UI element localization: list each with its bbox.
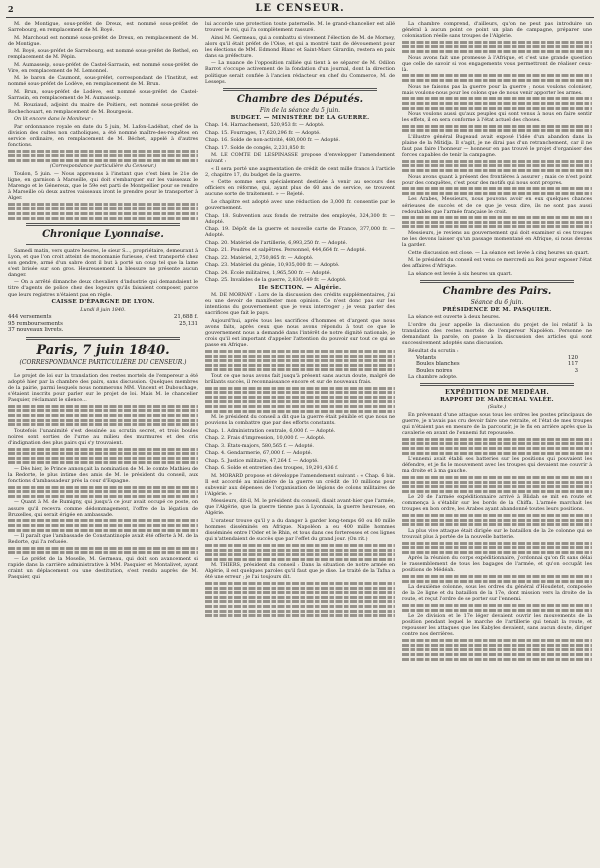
nomination-paragraph: M. Brun, sous-préfet de Lodève, est nommé sous-préfet de Castel-Sarrasin, en remplacement de M. Aumasseip. bbox=[8, 88, 198, 101]
nomination-paragraph: M. Aumasseip, sous-préfet de Castel-Sarrasin, est nommé sous-préfet de Vire, en remplacement de M. Lemonnel. bbox=[8, 61, 198, 74]
caisse-row: 95 remboursements 25,131 bbox=[8, 320, 198, 327]
moniteur-text: Par ordonnance royale en date du 5 juin, M. Lafon-Ladébat, chef de la division des cultes non catholiques, a été nommé maître-des-requêtes en service ordinaire, en remplacement de M. Béchet, appelé à d'autres fonctions. bbox=[8, 123, 198, 148]
medea-suite: (Suite.) bbox=[487, 404, 507, 411]
final-text: M. THIERS, président du conseil : Dans la situation de notre armée en Algérie, il est quelques paroles qu'il faut que je dise. Le traité de la Tafna a été une erreur ; je l'ai toujours dit. bbox=[205, 562, 395, 581]
algerie-text: Aujourd'hui, après tous les sacrifices d'hommes et d'argent que nous avons faits, après ceux que nous avons répondu à tout ce que le gouvernement nous a demandé dans l'intérêt de notre dignité nationale, je crois qu'il est important d'appeler l'attention du pouvoir sur tout ce qui se passe en Afrique. bbox=[205, 317, 395, 349]
vote-table bbox=[402, 355, 592, 374]
final-text: M. MORARD propose et développe l'amendement suivant : « Chap. 6 bis. Il est accordé au ministère de la guerre un crédit de 10 millions pour subvenir aux dépenses de l'organisation de légions de colons militaires de l'Algérie. » bbox=[205, 472, 395, 497]
paris-text: — Dès hier, le Prince annonçait la nomination de M. le comte Mathieu de la Redorte, le plus intime des amis de M. le président du conseil, aux fonctions d'ambassadeur près la cour d'Espagne. bbox=[8, 465, 198, 485]
adopt-text: La chambre adopte. bbox=[408, 374, 458, 381]
result-intro: Résultat du scrutin : bbox=[408, 347, 459, 354]
debate-text: M. LE COMTE DE LESPINASSE propose d'envelopper l'amendement suivant : bbox=[205, 152, 395, 165]
section-heading: IIe SECTION. — Algérie. bbox=[258, 284, 342, 291]
correspondence-text: Toulon, 5 juin. — Nous apprenons à l'instant que c'est bien le 21e de ligne, en garnison à Marseille, qui doit s'embarquer sur les vaisseaux le Marengo et le Génereux, que le 59e est parti de Montpellier pour se rendre à Marseille où deux autres vaisseaux iront le prendre pour le transporter à Alger. bbox=[8, 170, 198, 202]
paris-text: — Quant à M. de Rumigny, qui jusqu'à ce jour avait occupé ce poste, on assure qu'il recevra comme dédommagement, l'offre de la légation de Bruxelles, qui serait érigée en ambassade. bbox=[8, 499, 198, 518]
caisse-date: Lundi 8 juin 1840. bbox=[80, 306, 126, 313]
intro-text: Nous ne faisons pas la guerre pour la guerre ; nous voulons coloniser, mais voulons-nous pour les colons que de nous venir apporter les armes. bbox=[402, 83, 592, 96]
nomination-paragraph: M. Rouziaud, adjoint du maire de Poitiers, est nommé sous-préfet de Rochechouart, en remplacement de M. Bourgeois. bbox=[8, 102, 198, 115]
chapter-line: Chap. 14. Harnachement, 520,953 fr. — Adopté. bbox=[205, 122, 325, 129]
moniteur-heading: On lit encore dans le Moniteur : bbox=[14, 116, 94, 123]
caisse-row: 37 nouveaux livrets. bbox=[8, 327, 64, 334]
chapter-line: Chap. 6. Solde et entretien des troupes, 19,291,436 f. bbox=[205, 465, 339, 472]
nomination-paragraph: M. Boyé, sous-préfet de Sarrebourg, est nommé sous-préfet de Rethel, en remplacement de M. Pèpin. bbox=[8, 48, 198, 61]
intro-text: lui accorde une protection toute paternelle. M. le grand-chancelier est allé trouver le roi, qui l'a complètement rassuré. bbox=[205, 21, 395, 34]
medea-text: La plus vive attaque était dirigée sur le bataillon de la 2e colonne qui se trouvait plus à portée de la nouvelle batterie. bbox=[402, 527, 592, 540]
chapter-line: Chap. 17. Solde de congés, 2,231,850 fr. bbox=[205, 144, 306, 151]
vote-row: Boules noires 3 bbox=[416, 367, 578, 374]
chapter-line: Chap. 18. Subvention aux fonds de retraite des employés, 324,300 fr. — Adopté. bbox=[205, 212, 395, 225]
section-divider bbox=[223, 88, 377, 91]
chapter-line: Chap. 2. Frais d'impression, 10,000 f. — Adopté. bbox=[205, 435, 326, 442]
intro-text: Messieurs, je reviens au gouvernement qui doit examiner si ces troupes ne les devons laisser qu'un passage momentané en Afrique, si nous devons la garder. bbox=[402, 229, 592, 249]
pairs-text: La séance est ouverte à deux heures. bbox=[408, 314, 501, 321]
intro-text: M. le président du conseil est venu ce mercredi au Roi pour exposer l'état des affaires d'Afrique. bbox=[402, 257, 592, 270]
chapter-line: Chap. 19. Dépôt de la guerre et nouvelle carte de France, 377,000 fr. — Adopté. bbox=[205, 226, 395, 239]
caisse-row: 444 versements 21,688 f. bbox=[8, 314, 198, 321]
intro-text: Les Arabes, Messieurs, nous pouvons avoir en eux quelques chances sérieuses de succès et de ce que je veux dire, ils ne sont pas aussi redoutables que l'armée française le croit. bbox=[402, 196, 592, 215]
chapter-line: Chap. 15. Fourrages, 17,620,296 fr. — Adopté. bbox=[205, 129, 321, 136]
medea-text: Le 2e division et le 17e léger devaient ouvrir les mouvements de la position pendant lequel le marche de l'artillerie qui tenait la route, et repousser les attaques que les Kabyles devaient, sans aucun doute, diriger contre nos derrières. bbox=[402, 613, 592, 638]
debate-text: « Il sera porté une augmentation de crédit de cent mille francs à l'article 2, chapitre 17, du budget de la guerre. bbox=[205, 165, 395, 178]
vote-row: Votants 120 bbox=[416, 355, 578, 362]
lyonnaise-text: — On a arrêté dimanche deux chevaliers d'industrie qui demandaient le titre d'agents de police chez des logeurs qu'ils faisaient composer, parce que leurs registres n'étaient pas en règle. bbox=[8, 279, 198, 298]
lyonnaise-text: Samedi matin, vers quatre heures, le sieur S..., propriétaire, demeurant à Lyon, et que l'on croit atteint de monomanie furieuse, s'est transporté chez son gendre, armé d'un sabre dont il but à porté un coup tel que la lame s'est brisée sur son gros. Heureusement la blessure ne présente aucun danger. bbox=[8, 247, 198, 278]
paris-text: Toutefois l'unanimité s'est dessinée au scrutin secret, et trois boules noires sont sorties de l'urne au milieu des murmures et des cris d'indignation des plus pairs qui s'y trouvaient. bbox=[8, 427, 198, 446]
debate-text: Le chapitre est adopté avec une réduction de 3,000 fr. consentie par le gouvernement. bbox=[205, 198, 395, 212]
pairs-president: PRÉSIDENCE DE M. PASQUIER. bbox=[442, 306, 552, 313]
intro-text: — La nuance de l'opposition ralliée qui tient à se séparer de M. Odilon Barrot s'occupe activement de la fondation d'un journal, dont la direction politique serait confiée à l'ancien rédacteur en chef du Commerce, M. de Lesseps. bbox=[205, 60, 395, 85]
intro-text: La chambre comprend, d'ailleurs, qu'on ne peut pas introduire un général à aucun point ce point un plan de campagne, préparer une colonisation réelle sans troupes de l'Algérie. bbox=[402, 21, 592, 40]
intro-text: L'illustre général Bugeaud avait exposé l'idée d'un abandon dans la plaine de la Mitidja. Il s'agit, je ne dirai pas d'un retranchement, car il ne faut pas faire l'honneur — honneur en pas trouvé le projet d'organiser des forces capables de tenir la campagne. bbox=[402, 133, 592, 159]
caisse-title: CAISSE D'ÉPARGNE DE LYON. bbox=[51, 299, 155, 306]
nomination-paragraph: M. Marchoud est nommé sous-préfet de Dreux, en remplacement de M. de Montigue. bbox=[8, 34, 198, 47]
chapter-line: Chap. 24. École militaires, 1,965,500 fr. — Adopté. bbox=[205, 269, 332, 276]
final-text: L'orateur trouve qu'il y a du danger à garder long-temps 60 ou 80 mille hommes disséminés en Afrique. Napoléon a eu 400 mille hommes disséminés entre l'Oder et le Rhin, et tous dans ces forteresses et ces lignes qui n'attendaient de succès que par l'effet du grand jour. (On rit.) bbox=[205, 517, 395, 543]
medea-text: L'ennemi avait établi ses batteries sur les positions qui pouvaient les défendre, et je fis le mouvement avec les troupes qui devaient me couvrir à ma droite et à ma gauche. bbox=[402, 456, 592, 475]
chapter-line: Chap. 16. Solde de non-activité, 480,000 fr. — Adopté. bbox=[205, 137, 340, 144]
intro-text: Nous voulons aussi qu'aux peuples qui sont venus à nous en faire sentir les effets, il en sera conforme à l'état actuel des choses. bbox=[402, 111, 592, 124]
final-text: Messieurs, dit-il, M. le président du conseil, disait avant-hier que l'armée, que l'Algérie, que la guerre tienne pas à Lyonnais, la guerre heureuse, en Algérie. bbox=[205, 498, 395, 517]
algerie-text: M. DE MORNAY : Lors de la discussion des crédits supplémentaires, j'ai eu une devoir de manifester mon opinion. Ce n'est donc pas sur les intentions du gouvernement que je veux interroger ; je veux parler des sacrifices que fait le pays. bbox=[205, 292, 395, 317]
correspondence-heading: (Correspondance particulière du Censeur.) bbox=[49, 163, 157, 170]
closing-text: La séance est levée à six heures un quart. bbox=[408, 270, 513, 277]
budget-heading: BUDGET. — MINISTÈRE DE LA GUERRE. bbox=[230, 114, 370, 121]
section-divider bbox=[420, 383, 574, 386]
debate-text: « Cette somme sera spécialement destinée à venir au secours des officiers en réforme, qui, ayant plus de 60 ans de service, se trouvent aucune sorte de traitement. » — Rejeté. bbox=[205, 179, 395, 198]
page-number: 2 bbox=[8, 4, 14, 14]
chapter-line: Chap. 1. Administration centrale, 6,000 f. — Adopté. bbox=[205, 427, 336, 434]
chapter-line: Chap. 21. Poudres et salpêtres. Personnel, 444,664 fr. — Adopté. bbox=[205, 247, 366, 254]
masthead bbox=[6, 3, 594, 18]
intro-text: Ainsi M. Germeau, qui a combattu si vivement l'élection de M. de Morney, alors qu'il était préfet de l'Oise, et qui a montré tant de dévouement pour les élections de MM. Edmond Blanc et Saint-Marc Girardin, restera en paix dans sa préfecture. bbox=[205, 34, 395, 59]
pairs-title: Chambre des Pairs. bbox=[442, 285, 552, 297]
intro-text: Cette discussion est close. — La séance est levée à cinq heures un quart. bbox=[408, 249, 590, 256]
deputes-subtitle: Fin de la séance du 5 juin. bbox=[259, 106, 341, 114]
column-3 bbox=[402, 21, 592, 864]
medea-text: Le 20 de l'armée expéditionnaire arrivé à Blidah se mit en route et commença à s'établir sur les bords de la Chiffa. L'armée marchait les troupes en bon ordre, les Arabes ayant abandonné toutes leurs positions. bbox=[402, 494, 592, 513]
paris-text: — Il paraît que l'ambassade de Constantinople avait été offerte à M. de la Redorte, qui l'a refusée. bbox=[8, 533, 198, 546]
chapter-line: Chap. 25. Invalides de la guerre, 2,830,649 fr. — Adopté. bbox=[205, 277, 347, 284]
chapter-line: Chap. 5. Justice militaire, 47,264 f. — Adopté. bbox=[205, 457, 319, 464]
medea-text: Après la réunion du corps expéditionnaire, j'ordonnai qu'on fît sans délai le rassemblement de tous les bagages de l'armée, et qu'on occupât les positions de Médéah. bbox=[402, 555, 592, 574]
column-1 bbox=[8, 21, 198, 864]
chapter-line: Chap. 23. Matériel du génie, 10,935,000 fr. — Adopté. bbox=[205, 262, 340, 269]
paris-text: — Le préfet de la Moselle, M. Germeau, qui doit son avancement si rapide dans la carrière administrative à MM. Pasquier et Montalivet, ayant craint un déplacement ou une destitution, s'est rendu auprès de M. Pasquier, qui bbox=[8, 555, 198, 581]
medea-subtitle: RAPPORT DE MARÉCHAL VALÉE. bbox=[440, 396, 554, 403]
vote-row: Boules blanches 117 bbox=[416, 361, 578, 368]
algerie-text: M. le président du conseil a dit que la guerre était pénible et que nous ne pouvions la combattre que par des efforts constants. bbox=[205, 414, 395, 427]
medea-text: En prévenant d'une attaque sous tous les ordres les postes principaux de guerre, je n'avais pas cru devoir faire une retraite, et l'état de mes troupes qui n'étaient pas en mesure de la parcourir, je le fis en arrière après que la cavalerie en avant de l'ennemi fut repoussée. bbox=[402, 411, 592, 437]
lyonnaise-title: Chronique Lyonnaise. bbox=[42, 228, 164, 240]
nomination-paragraph: M. le baron de Caumont, sous-préfet, correspondant de l'Institut, est nommé sous-préfet de Lodève, en remplacement de M. Brun. bbox=[8, 75, 198, 88]
section-divider bbox=[26, 244, 180, 245]
paris-subtitle: (CORRESPONDANCE PARTICULIÈRE DU CENSEUR.) bbox=[19, 358, 187, 366]
paris-title: Paris, 7 juin 1840. bbox=[36, 342, 170, 358]
medea-text: La deuxième colonne, sous les ordres du général d'Houdetot, composée de la 2e ligne et du bataillon de la 17e, dont mission vers la droite de la route, et reçut l'ordre de se porter sur l'ennemi. bbox=[402, 584, 592, 603]
algerie-text: Tout ce que nous avons fait jusqu'à présent sans aucun doute, malgré de brillants succès, il reconnaissance encore et sur de nouveaux frais. bbox=[205, 372, 395, 385]
pairs-subtitle: Séance du 6 juin. bbox=[470, 298, 524, 306]
medea-title: EXPÉDITION DE MEDÉAH. bbox=[445, 388, 549, 397]
section-divider bbox=[26, 369, 180, 370]
chapter-line: Chap. 20. Matériel de l'artillerie, 6,993,250 fr. — Adopté. bbox=[205, 239, 348, 246]
paris-text: Le projet de loi sur la translation des restes mortels de l'empereur a été adopté hier par la chambre des pairs, sans discussion. Quelques membres de la pairie, parmi lesquels nous nommerons MM. Vincent et Dubouchage, s'étaient inscrits pour parler sur le projet de loi. Mais M. le chancelier Pasquier, réclamant le silence... bbox=[8, 372, 198, 404]
nomination-paragraph: M. de Montigue, sous-préfet de Dreux, est nommé sous-préfet de Sarrebourg, en remplacement de M. Boyé. bbox=[8, 21, 198, 34]
chapter-line: Chap. 22. Matériel, 2,750,865 fr. — Adopté. bbox=[205, 254, 314, 261]
intro-text: Nous avons fait une promesse à l'Afrique, et c'est une grande question que celle de savoir si vos engagements vous permettront de réaliser ceux-là. bbox=[402, 54, 592, 73]
section-divider bbox=[26, 223, 180, 226]
chapter-line: Chap. 3. États-majors, 580,565 f. — Adopté. bbox=[205, 442, 314, 449]
chapter-line: Chap. 4. Gendarmerie, 67,000 f. — Adopté. bbox=[205, 450, 313, 457]
newspaper-title: LE CENSEUR. bbox=[255, 3, 345, 14]
section-divider bbox=[26, 337, 180, 340]
section-divider bbox=[420, 280, 574, 283]
pairs-text: L'ordre du jour appelle la discussion du projet de loi relatif à la translation des restes mortels de l'empereur Napoléon. Personne ne demandant la parole, on passe à la discussion des articles qui sont successivement adoptés sans discussion. bbox=[402, 321, 592, 347]
deputes-title: Chambre des Députés. bbox=[236, 93, 364, 105]
intro-text: Nous avons quant à présent des frontières à assurer ; mais ce n'est point pour des conquêtes, c'est pour des motifs qui nous sont propres. bbox=[402, 173, 592, 186]
column-2 bbox=[205, 21, 395, 864]
